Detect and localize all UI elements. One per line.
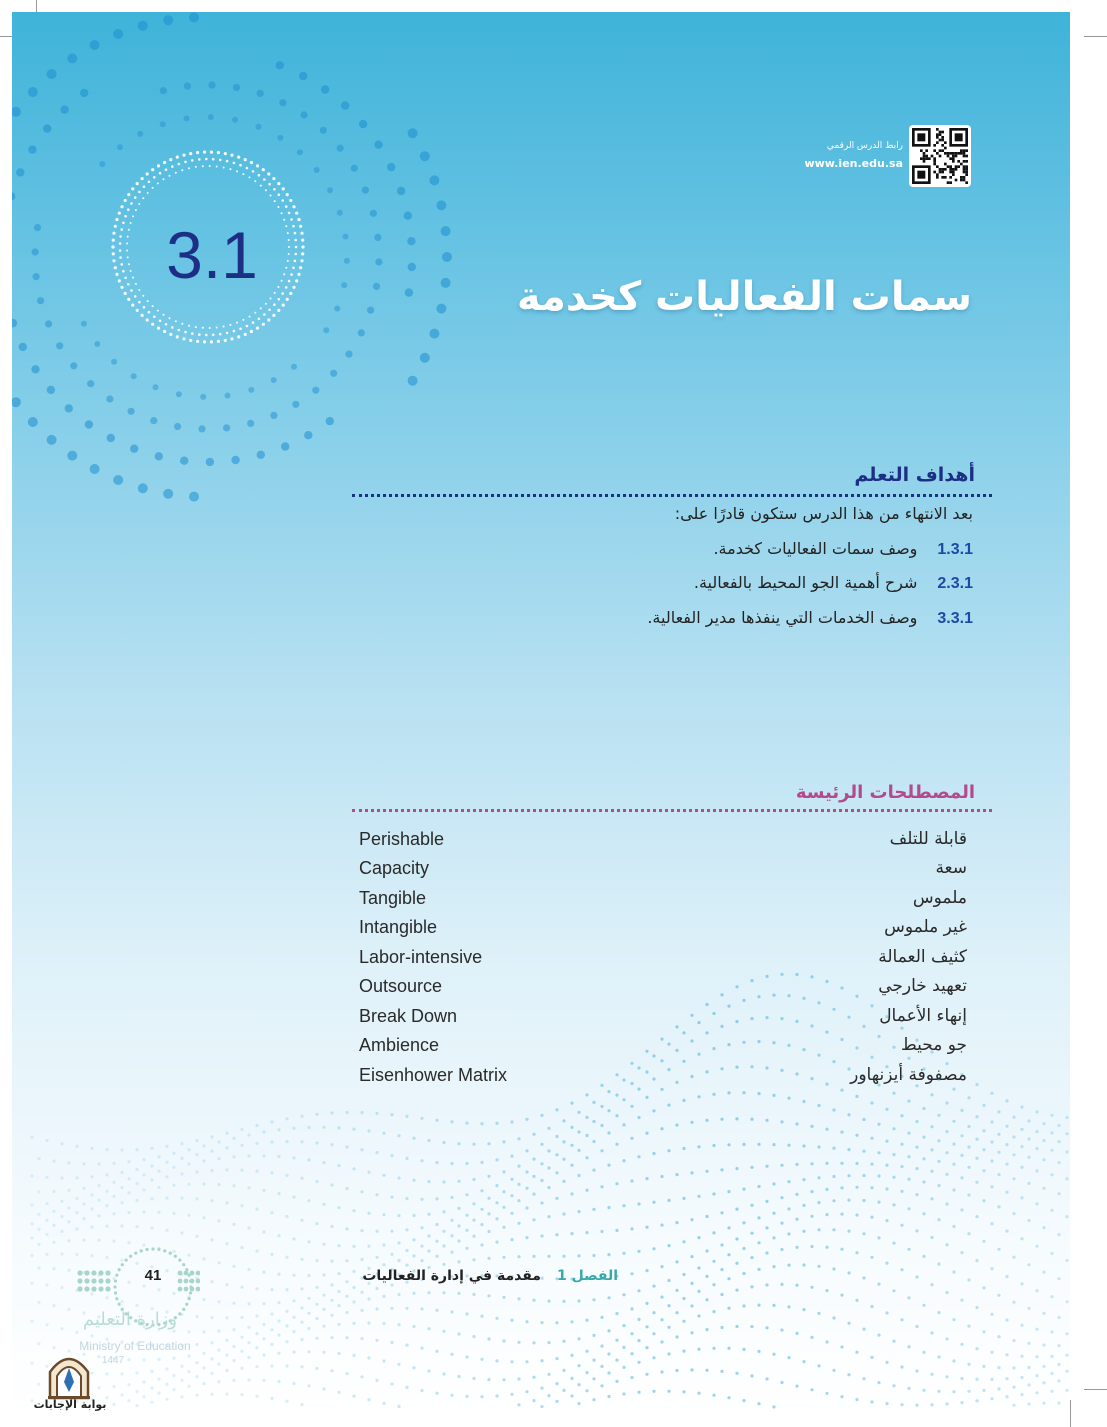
textbook-page (12, 12, 1070, 1415)
objective-item (694, 573, 973, 593)
qr-caption (804, 141, 903, 170)
objective-text: وصف سمات الفعاليات كخدمة. (713, 539, 918, 558)
chapter-label: الفصل 1 (556, 1268, 618, 1284)
term-english: Intangible (359, 917, 438, 937)
qr-caption-label: رابط الدرس الرقمي (826, 141, 903, 151)
term-english: Tangible (359, 888, 427, 908)
answers-portal-logo-icon (46, 1350, 92, 1400)
term-arabic: تعهيد خارجي (878, 976, 967, 996)
term-arabic: مصفوفة أيزنهاور (850, 1065, 967, 1085)
term-english: Labor-intensive (359, 947, 483, 967)
footer-chapter (362, 1268, 618, 1284)
term-english: Break Down (359, 1006, 458, 1026)
objective-text: شرح أهمية الجو المحيط بالفعالية. (693, 573, 918, 592)
ministry-name-english: Ministry of Education (79, 1339, 191, 1353)
key-terms-divider (352, 809, 992, 812)
crop-mark (1084, 1389, 1107, 1390)
term-english: Eisenhower Matrix (359, 1065, 508, 1085)
objective-item (647, 608, 973, 628)
term-arabic: جو محيط (900, 1035, 967, 1055)
objective-number: 2.3.1 (937, 575, 973, 592)
key-terms-heading: المصطلحات الرئيسة (795, 782, 975, 803)
objectives-divider (352, 494, 992, 497)
answers-portal-label: بوابة الإجابات (33, 1398, 107, 1411)
qr-url[interactable]: www.ien.edu.sa (804, 157, 903, 170)
qr-code-icon[interactable] (909, 125, 971, 187)
term-english: Capacity (359, 858, 430, 878)
term-arabic: ملموس (912, 888, 967, 908)
lesson-title: سمات الفعاليات كخدمة (516, 274, 972, 320)
term-arabic: قابلة للتلف (889, 829, 967, 849)
objectives-heading: أهداف التعلم (854, 464, 975, 486)
ministry-name-arabic: وزارة التعليم (82, 1309, 178, 1330)
chapter-title: مقدمة في إدارة الفعاليات (362, 1268, 541, 1284)
term-arabic: سعة (935, 858, 967, 878)
term-english: Ambience (359, 1035, 440, 1055)
objectives-intro: بعد الانتهاء من هذا الدرس ستكون قادرًا على: (674, 504, 973, 523)
term-english: Perishable (359, 829, 445, 849)
objective-item (713, 539, 973, 559)
term-arabic: إنهاء الأعمال (879, 1006, 967, 1026)
term-arabic: غير ملموس (884, 917, 967, 937)
objective-number: 1.3.1 (937, 541, 973, 558)
objective-text: وصف الخدمات التي ينفذها مدير الفعالية. (647, 608, 918, 627)
crop-mark (1084, 36, 1107, 37)
objective-number: 3.3.1 (937, 610, 973, 627)
lesson-number: 3.1 (166, 218, 258, 292)
page-number: 41 (144, 1267, 162, 1284)
crop-mark (1070, 1400, 1071, 1427)
term-arabic: كثيف العمالة (878, 947, 967, 967)
term-english: Outsource (359, 976, 443, 996)
ministry-year: 1447 (101, 1355, 125, 1366)
